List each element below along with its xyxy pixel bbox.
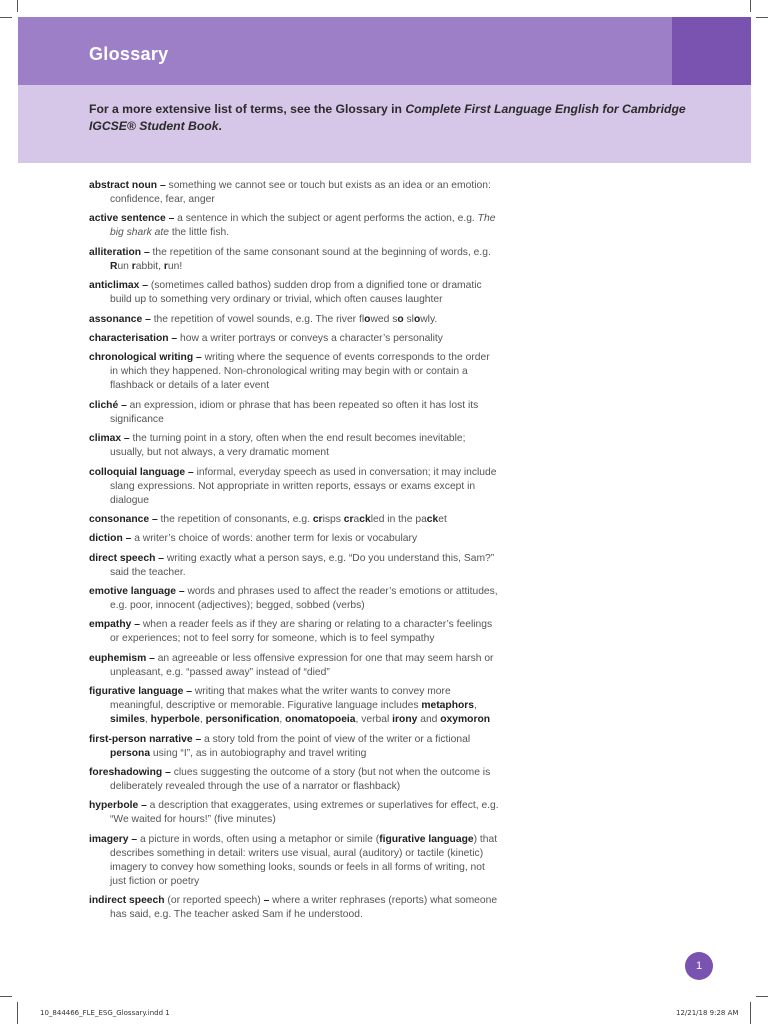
glossary-term: diction xyxy=(89,533,123,545)
crop-mark xyxy=(0,996,12,997)
glossary-entry xyxy=(89,733,499,761)
header-accent-block xyxy=(672,17,751,85)
print-slug-filename: 10_844466_FLE_ESG_Glossary.indd 1 xyxy=(40,1009,170,1017)
definition-text: cr xyxy=(343,513,354,525)
definition-text: a sentence in which the subject or agent performs the action, e.g. xyxy=(177,213,478,225)
term-dash: – xyxy=(193,352,205,364)
definition-text: , xyxy=(199,714,206,726)
intro-segment: Complete First Language English for Cambridge IGCSE® Student Book xyxy=(89,102,686,133)
glossary-entry xyxy=(89,399,499,427)
definition-text: a picture in words, often using a metaphor or simile ( xyxy=(139,833,380,845)
glossary-term: figurative language xyxy=(89,686,184,698)
glossary-term: empathy xyxy=(89,619,132,631)
page-title: Glossary xyxy=(89,44,169,64)
glossary-term: direct speech xyxy=(89,552,156,564)
glossary-term: euphemism xyxy=(89,652,147,664)
definition-text: r xyxy=(131,260,136,272)
definition-text: , verbal xyxy=(355,714,393,726)
glossary-term: active sentence xyxy=(89,213,166,225)
term-dash: – xyxy=(149,513,161,525)
crop-mark xyxy=(756,996,768,997)
intro-text xyxy=(89,101,689,135)
glossary-entry xyxy=(89,618,499,646)
definition-text: the repetition of the same consonant sound at the beginning of words, e.g. xyxy=(152,246,491,258)
definition-text: using “I”, as in autobiography and travel writing xyxy=(150,747,367,759)
term-dash: – xyxy=(185,466,197,478)
crop-mark xyxy=(17,0,18,12)
term-dash: – xyxy=(155,552,167,564)
term-dash: – xyxy=(157,180,169,191)
glossary-entry xyxy=(89,652,499,680)
glossary-entry xyxy=(89,532,499,546)
glossary-term: foreshadowing xyxy=(89,767,163,779)
glossary-term: climax xyxy=(89,433,122,445)
definition-text: the repetition of vowel sounds, e.g. The river fl xyxy=(153,313,365,325)
definition-text: o xyxy=(364,313,371,325)
glossary-entry xyxy=(89,466,499,508)
definition-text: (sometimes called bathos) sudden drop from a dignified tone or dramatic build up to something very ordinary or trivial, which often causes laughter xyxy=(110,280,482,306)
glossary-term: anticlimax xyxy=(89,280,140,292)
glossary-entry xyxy=(89,833,499,889)
term-dash: – xyxy=(146,652,158,664)
definition-text: writing exactly what a person says, e.g. “Do you understand this, Sam?” said the teacher. xyxy=(110,552,495,578)
glossary-entry xyxy=(89,279,499,307)
definition-text: led in the pa xyxy=(370,513,427,525)
glossary-term: abstract noun xyxy=(89,180,158,191)
definition-text: an agreeable or less offensive expression for one that may seem harsh or unpleasant, e.g. “passed away” instead of “died” xyxy=(110,652,494,678)
glossary-term: assonance xyxy=(89,313,143,325)
definition-text: , xyxy=(474,700,477,712)
glossary-entry xyxy=(89,552,499,580)
glossary-entry xyxy=(89,432,499,460)
definition-text: the little fish. xyxy=(168,227,230,239)
glossary-entry xyxy=(89,313,499,327)
definition-text: un! xyxy=(167,260,183,272)
glossary-term: consonance xyxy=(89,513,150,525)
definition-text: o xyxy=(397,313,404,325)
definition-text: – xyxy=(263,895,270,907)
term-dash: – xyxy=(175,586,188,598)
term-dash: – xyxy=(122,533,135,545)
glossary-term: alliteration xyxy=(89,246,142,258)
page-number: 1 xyxy=(685,952,713,980)
print-slug-timestamp: 12/21/18 9:28 AM xyxy=(676,1009,739,1017)
term-dash: – xyxy=(141,246,153,258)
definition-text: R xyxy=(110,260,118,272)
definition-text: how a writer portrays or conveys a character’s personality xyxy=(180,332,443,344)
term-dash: – xyxy=(121,433,133,445)
definition-text: the turning point in a story, often when the end result becomes inevitable; usually, but not always, a very dramatic moment xyxy=(110,433,466,459)
definition-text: similes xyxy=(110,714,145,726)
definition-text: oxymoron xyxy=(440,714,491,726)
glossary-term: characterisation xyxy=(89,332,169,344)
definition-text: figurative language xyxy=(379,833,474,845)
definition-text: when a reader feels as if they are sharing or relating to a character’s feelings or experiences; not to feel sorry for someone, which is to feel sympathy xyxy=(110,619,493,645)
definition-text: hyperbole xyxy=(150,714,200,726)
definition-text: (or reported speech) xyxy=(167,895,264,907)
glossary-term: first-person narrative xyxy=(89,733,193,745)
glossary-entry xyxy=(89,246,499,274)
definition-text: wed s xyxy=(370,313,398,325)
definition-text: ck xyxy=(426,513,439,525)
term-dash: – xyxy=(139,280,151,292)
definition-text: un xyxy=(117,260,132,272)
glossary-term: imagery xyxy=(89,833,129,845)
definition-text: clues suggesting the outcome of a story (but not when the outcome is deliberately revealed through the use of a narrator or flashback) xyxy=(110,767,491,793)
definition-text: r xyxy=(163,260,168,272)
term-dash: – xyxy=(165,213,178,225)
definition-text: persona xyxy=(110,747,151,759)
glossary-term: emotive language xyxy=(89,586,176,598)
intro-segment: For a more extensive list of terms, see the Glossary in xyxy=(89,102,406,116)
term-dash: – xyxy=(138,800,150,812)
glossary-entry xyxy=(89,799,499,827)
glossary-entry xyxy=(89,212,499,240)
definition-text: isps xyxy=(322,513,344,525)
definition-text: ) that describes something in detail: writers use visual, aural (auditory) or tactile (kinetic) imagery to convey how something looks, sounds or feels in all forms of writing, not just fiction or poetry xyxy=(110,833,498,887)
glossary-entry xyxy=(89,179,499,207)
term-dash: – xyxy=(131,619,143,631)
definition-text: a xyxy=(353,513,360,525)
definition-text: a description that exaggerates, using extremes or superlatives for effect, e.g. “We waited for hours!” (five minutes) xyxy=(110,800,499,826)
definition-text: a story told from the point of view of the writer or a fictional xyxy=(204,733,471,745)
definition-text: an expression, idiom or phrase that has been repeated so often it has lost its significance xyxy=(110,399,479,425)
definition-text: writing where the sequence of events corresponds to the order in which they happened. Non-chronological writing may begin with or contain a flashback or details of a later event xyxy=(110,352,490,392)
definition-text: , xyxy=(279,714,286,726)
glossary-term: indirect speech xyxy=(89,895,165,907)
definition-text: words and phrases used to affect the reader’s emotions or attitudes, e.g. poor, innocent (adjectives); begged, sobbed (verbs) xyxy=(110,586,498,612)
glossary-entry xyxy=(89,513,499,527)
definition-text: abbit, xyxy=(135,260,164,272)
definition-text: metaphors xyxy=(421,700,475,712)
definition-text: , xyxy=(144,714,151,726)
definition-text: onomatopoeia xyxy=(285,714,356,726)
term-dash: – xyxy=(168,332,181,344)
definition-text: wly. xyxy=(420,313,438,325)
crop-mark xyxy=(756,17,768,18)
term-dash: – xyxy=(192,733,205,745)
definition-text: personification xyxy=(205,714,280,726)
glossary-term: chronological writing xyxy=(89,352,194,364)
term-dash: – xyxy=(142,313,154,325)
crop-mark xyxy=(750,1002,751,1024)
glossary-entry xyxy=(89,685,499,727)
term-dash: – xyxy=(162,767,174,779)
definition-text: something we cannot see or touch but exists as an idea or an emotion: confidence, fear, anger xyxy=(110,180,491,205)
definition-text: et xyxy=(438,513,447,525)
intro-segment: . xyxy=(218,119,222,133)
glossary-entry xyxy=(89,894,499,922)
term-dash: – xyxy=(118,399,130,411)
definition-text: where a writer rephrases (reports) what someone has said, e.g. The teacher asked Sam if he understood. xyxy=(110,895,498,921)
crop-mark xyxy=(750,0,751,12)
term-dash: – xyxy=(128,833,140,845)
definition-text: The big shark ate xyxy=(110,213,496,239)
definition-text: a writer’s choice of words: another term for lexis or vocabulary xyxy=(134,533,418,545)
definition-text: sl xyxy=(403,313,414,325)
definition-text: and xyxy=(417,714,441,726)
glossary-entry xyxy=(89,332,499,346)
definition-text: informal, everyday speech as used in conversation; it may include slang expressions. Not appropriate in written reports, essays or exams except in dialogue xyxy=(110,466,497,506)
definition-text: cr xyxy=(312,513,323,525)
glossary-term: cliché xyxy=(89,399,119,411)
glossary-list xyxy=(89,179,499,928)
definition-text: o xyxy=(413,313,421,325)
term-dash: – xyxy=(183,686,195,698)
crop-mark xyxy=(17,1002,18,1024)
glossary-entry xyxy=(89,766,499,794)
definition-text: ck xyxy=(359,513,371,525)
glossary-entry xyxy=(89,585,499,613)
glossary-term: hyperbole xyxy=(89,800,139,812)
crop-mark xyxy=(0,17,12,18)
definition-text: irony xyxy=(392,714,418,726)
definition-text: the repetition of consonants, e.g. xyxy=(160,513,313,525)
glossary-entry xyxy=(89,351,499,393)
definition-text: writing that makes what the writer wants to convey more meaningful, descriptive or memorable. Figurative language includes xyxy=(110,686,451,712)
glossary-term: colloquial language xyxy=(89,466,186,478)
